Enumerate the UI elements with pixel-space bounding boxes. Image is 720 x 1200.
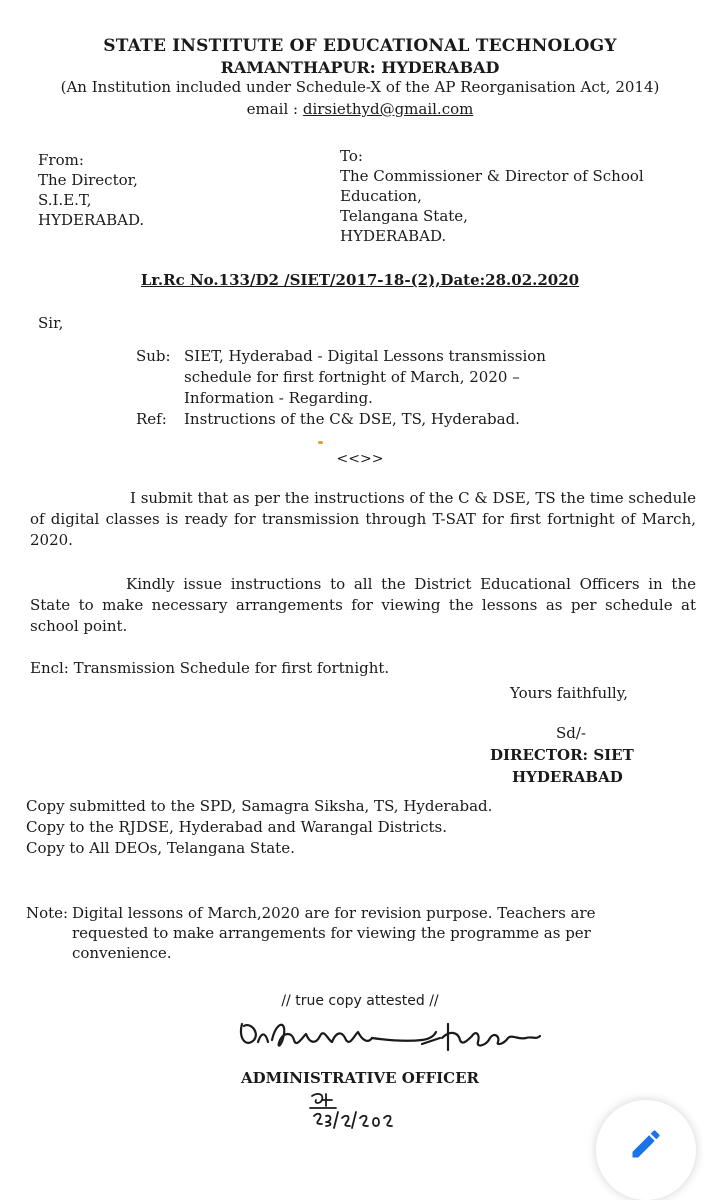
note-label: Note: — [26, 904, 69, 922]
ink-mark — [318, 441, 323, 444]
to-line: HYDERABAD. — [340, 227, 447, 245]
ref-row — [136, 409, 596, 430]
closing-location: HYDERABAD — [512, 768, 623, 786]
separator: <<>> — [336, 451, 384, 467]
subject-label: Sub: — [136, 347, 171, 365]
salutation: Sir, — [38, 314, 64, 332]
copy-line: Copy to All DEOs, Telangana State. — [26, 839, 295, 857]
body-paragraph-1: I submit that as per the instructions of the C & DSE, TS the time schedule of digital classes is ready for transmission through T-SAT for first fortnight of March, 2020. — [30, 489, 696, 549]
copy-line: Copy submitted to the SPD, Samagra Siksha, TS, Hyderabad. — [26, 797, 493, 815]
closing-yours: Yours faithfully, — [510, 684, 628, 702]
ref-text: Instructions of the C& DSE, TS, Hyderabad. — [184, 410, 520, 428]
reference-number: Lr.Rc No.133/D2 /SIET/2017-18-(2),Date:28.02.2020 — [140, 271, 580, 289]
from-line: The Director, — [38, 171, 138, 189]
initials-date-signature — [306, 1088, 398, 1138]
header-location: RAMANTHAPUR: HYDERABAD — [220, 58, 500, 77]
officer-designation: ADMINISTRATIVE OFFICER — [241, 1069, 479, 1087]
attestation-line: // true copy attested // — [281, 993, 439, 1009]
to-block — [340, 146, 690, 246]
edit-fab-button[interactable] — [596, 1100, 696, 1200]
subject-block — [136, 346, 596, 430]
header-institute: STATE INSTITUTE OF EDUCATIONAL TECHNOLOGY — [103, 36, 617, 56]
to-line: Telangana State, — [340, 207, 468, 225]
ref-label: Ref: — [136, 410, 167, 428]
from-label: From: — [38, 151, 84, 169]
to-line: The Commissioner & Director of School — [340, 167, 644, 185]
header-subtitle: (An Institution included under Schedule-X of the AP Reorganisation Act, 2014) — [60, 78, 660, 96]
to-line: Education, — [340, 187, 422, 205]
from-line: HYDERABAD. — [38, 211, 145, 229]
officer-signature — [236, 1010, 546, 1066]
from-line: S.I.E.T, — [38, 191, 92, 209]
subject-text: SIET, Hyderabad - Digital Lessons transmission schedule for first fortnight of March, 2020 – Information - Regarding. — [184, 347, 546, 407]
email-label: email : — [246, 100, 303, 118]
note-block — [26, 903, 666, 963]
body-paragraph-2: Kindly issue instructions to all the District Educational Officers in the State to make necessary arrangements for viewing the lessons as per schedule at school point. — [30, 575, 696, 635]
enclosure-line: Encl: Transmission Schedule for first fortnight. — [30, 659, 390, 677]
closing-sd: Sd/- — [556, 724, 586, 742]
to-label: To: — [340, 147, 363, 165]
copy-line: Copy to the RJDSE, Hyderabad and Warangal Districts. — [26, 818, 447, 836]
closing-designation: DIRECTOR: SIET — [490, 746, 634, 764]
email-link[interactable]: dirsiethyd@gmail.com — [302, 100, 474, 118]
from-block — [38, 150, 298, 230]
note-text: Digital lessons of March,2020 are for revision purpose. Teachers are requested to make arrangements for viewing the programme as per convenience. — [72, 904, 596, 962]
header-email — [0, 100, 720, 118]
subject-row — [136, 346, 596, 409]
copies-block — [26, 796, 646, 859]
